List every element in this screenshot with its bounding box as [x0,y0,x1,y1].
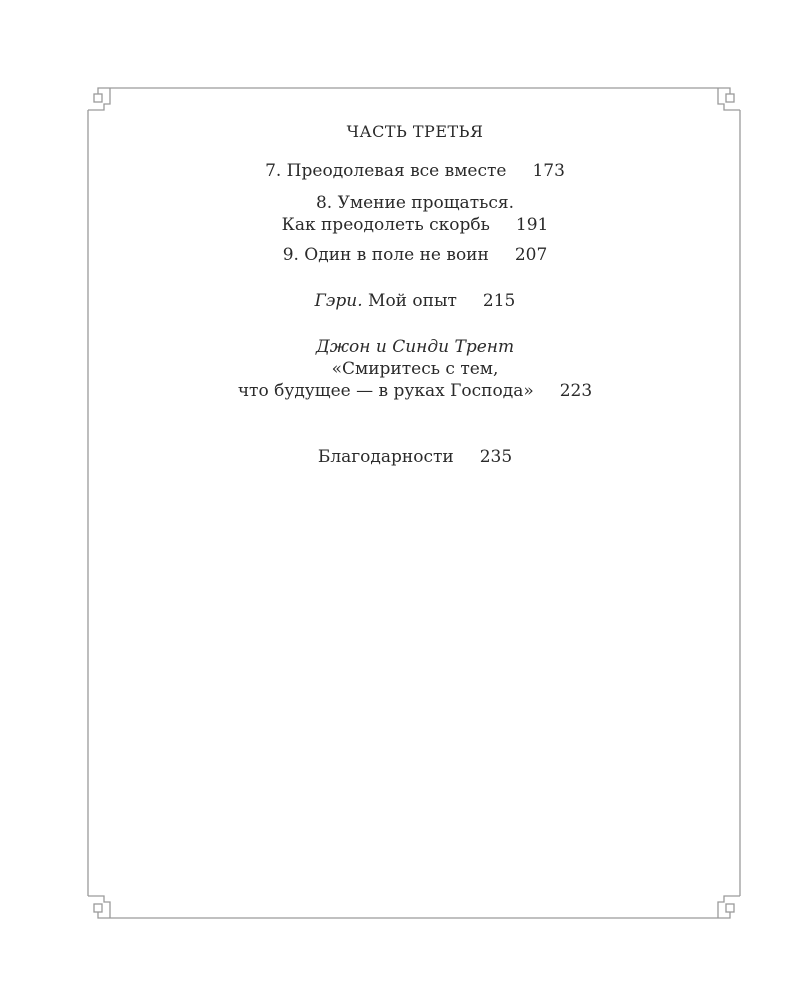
toc-entry-title: 7. Преодолевая все вместе [265,161,507,181]
toc-entry-title-line1: «Смиритесь с тем, [331,359,499,379]
toc-entry-title-line2: что будущее — в руках Господа» [237,381,534,401]
toc-entry-gary[interactable] [100,290,730,312]
toc-entry-chapter-7[interactable] [100,160,730,182]
toc-entry-page: 173 [532,161,565,181]
toc-entry-chapter-8[interactable] [100,192,730,236]
toc-entry-author: Джон и Синди Трент [315,337,515,357]
toc-entry-acknowledgements[interactable] [100,446,730,468]
toc-entry-title: Мой опыт [368,291,457,311]
toc-entry-page: 223 [559,381,593,401]
toc-entry-title: Благодарности [317,447,454,467]
toc-entry-title: 9. Один в поле не воин [282,245,489,265]
toc-entry-page: 235 [479,447,513,467]
toc-entry-title-line1: 8. Умение прощаться. [315,193,514,213]
toc-entry-chapter-9[interactable] [100,244,730,266]
toc-entry-trent[interactable] [100,336,730,402]
toc-entry-author: Гэри. [314,291,363,311]
toc-entry-title-line2: Как преодолеть скорбь [281,215,490,235]
toc-entry-page: 207 [514,245,548,265]
part-title: ЧАСТЬ ТРЕТЬЯ [346,122,484,141]
toc-entry-page: 191 [515,215,549,235]
toc-entry-page: 215 [482,291,516,311]
